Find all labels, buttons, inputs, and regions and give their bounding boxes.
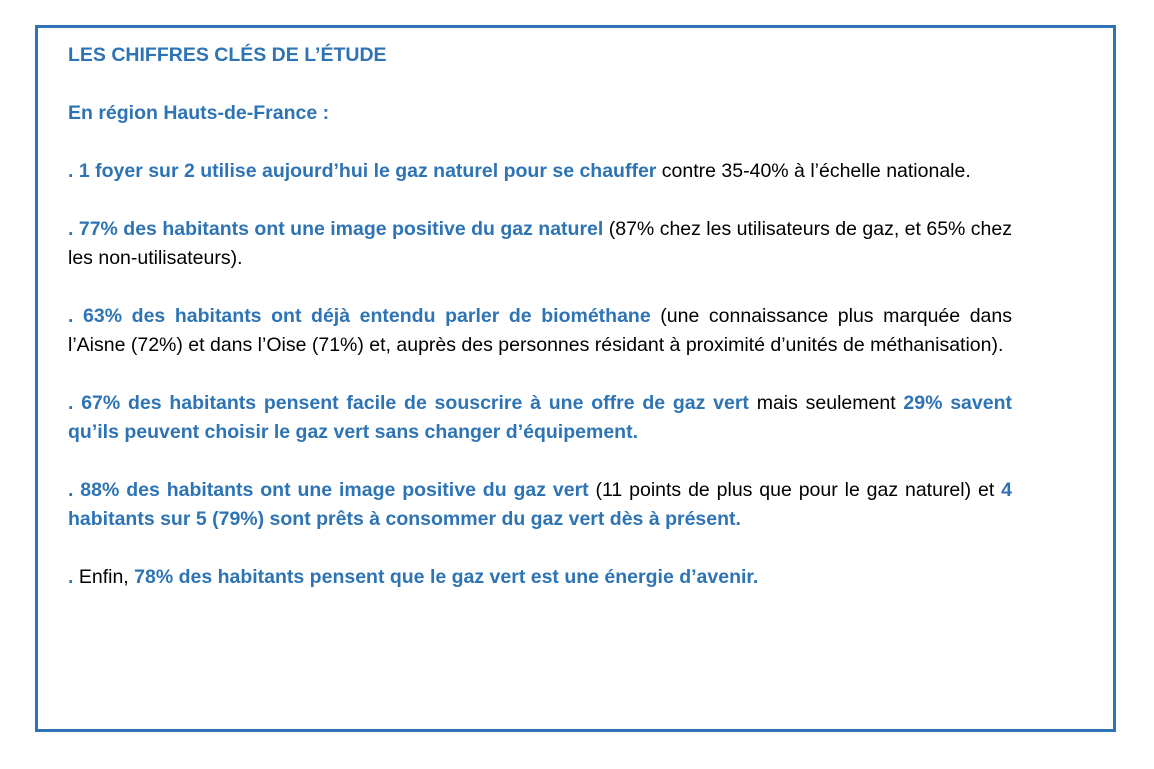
key-figure-highlight: 77% des habitants ont une image positive du gaz naturel <box>73 218 604 240</box>
key-figure-paragraph-6 <box>68 563 1012 592</box>
bullet-dot: . <box>68 479 74 501</box>
document-title: LES CHIFFRES CLÉS DE L’ÉTUDE <box>68 44 387 66</box>
bullet-dot: . <box>68 566 74 588</box>
key-figure-paragraph-5 <box>68 476 1012 534</box>
bullet-dot: . <box>68 218 74 240</box>
key-figure-paragraph-3 <box>68 302 1012 360</box>
key-figure-text: Enfin, <box>73 566 135 588</box>
key-figure-text: mais seulement <box>748 392 904 414</box>
key-figure-highlight: 67% des habitants pensent facile de souscrire à une offre de gaz vert <box>73 392 749 414</box>
region-heading: En région Hauts-de-France : <box>68 102 330 124</box>
key-figure-highlight-secondary: 78% des habitants pensent que le gaz vert est une énergie d’avenir. <box>134 566 759 588</box>
key-figure-paragraph-4 <box>68 389 1012 447</box>
key-figure-paragraph-2 <box>68 215 1012 273</box>
key-figure-text: (87% chez les utilisateurs de gaz, et 65% chez les non-utilisateurs). <box>68 218 1012 269</box>
key-figure-highlight: 88% des habitants ont une image positive du gaz vert <box>73 479 589 501</box>
key-figure-paragraph-1 <box>68 157 1012 186</box>
key-figure-highlight: 1 foyer sur 2 utilise aujourd’hui le gaz naturel pour se chauffer <box>73 160 657 182</box>
bullet-dot: . <box>68 305 74 327</box>
key-figure-text: (une connaissance plus marquée dans l’Aisne (72%) et dans l’Oise (71%) et, auprès des personnes résidant à proximité d’unités de méthanisation). <box>68 305 1012 356</box>
bullet-dot: . <box>68 392 74 414</box>
key-figure-text: (11 points de plus que pour le gaz naturel) et <box>588 479 1002 501</box>
key-figure-highlight: 63% des habitants ont déjà entendu parler de biométhane <box>73 305 651 327</box>
key-figure-highlight-secondary: 29% savent qu’ils peuvent choisir le gaz vert sans changer d’équipement. <box>68 392 1012 443</box>
key-figure-highlight-secondary: 4 habitants sur 5 (79%) sont prêts à consommer du gaz vert dès à présent. <box>68 479 1012 530</box>
key-figure-text: contre 35-40% à l’échelle nationale. <box>656 160 971 182</box>
bullet-dot: . <box>68 160 74 182</box>
document-content <box>68 41 1012 592</box>
